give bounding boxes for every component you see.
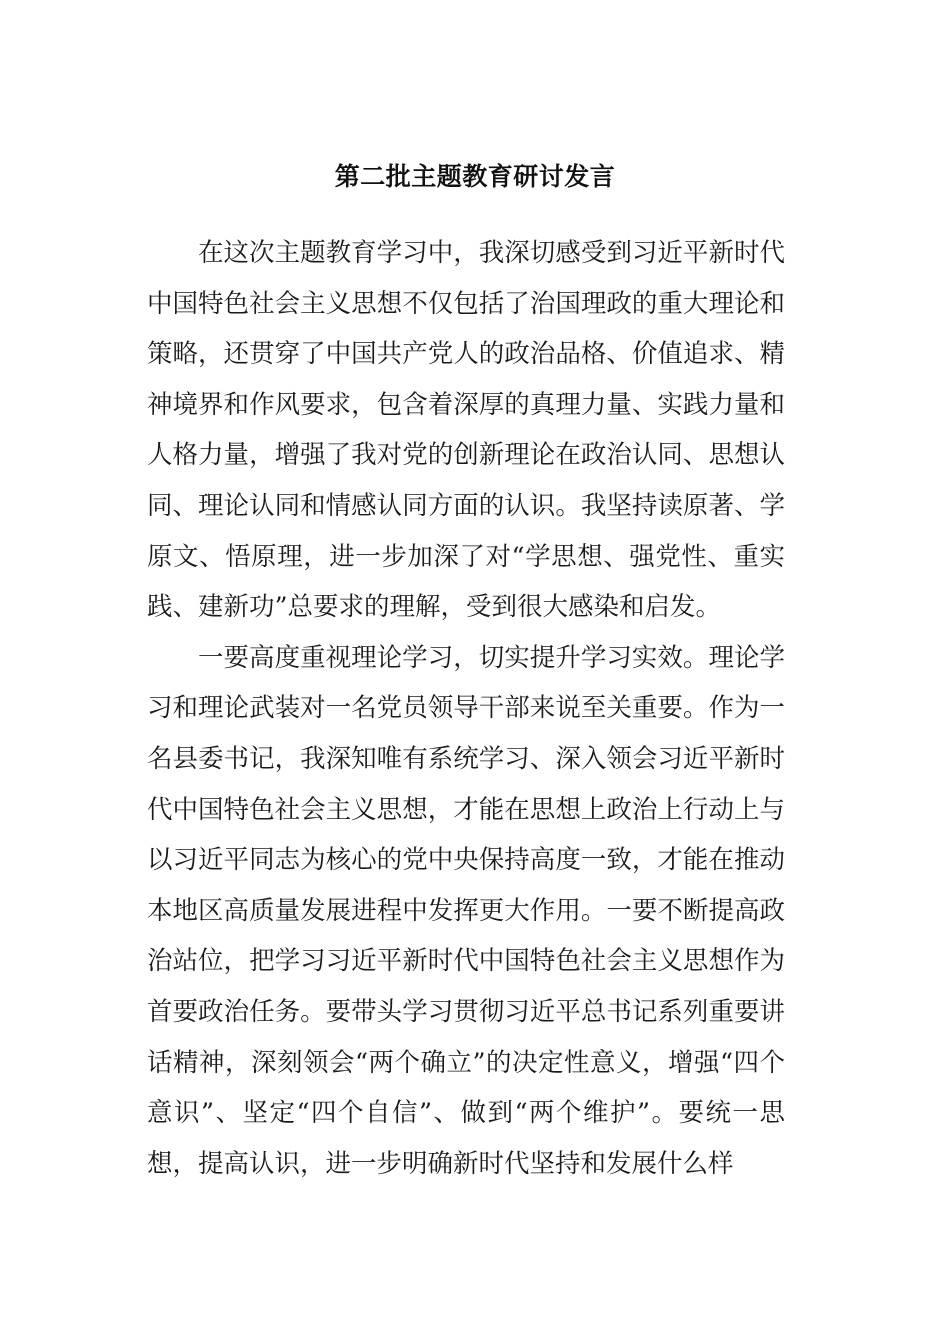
paragraph-1: 在这次主题教育学习中，我深切感受到习近平新时代中国特色社会主义思想不仅包括了治国理政的重大理论和策略，还贯穿了中国共产党人的政治品格、价值追求、精神境界和作风要求，包含着深厚的真理力量、实践力量和人格力量，增强了我对党的创新理论在政治认同、思想认同、理论认同和情感认同方面的认识。我坚持读原著、学原文、悟原理，进一步加深了对“学思想、强党性、重实践、建新功”总要求的理解，受到很大感染和启发。 [147,238,785,623]
document-body [147,228,785,1189]
paragraph-2: 一要高度重视理论学习，切实提升学习实效。理论学习和理论武装对一名党员领导干部来说至关重要。作为一名县委书记，我深知唯有系统学习、深入领会习近平新时代中国特色社会主义思想，才能在思想上政治上行动上与以习近平同志为核心的党中央保持高度一致，才能在推动本地区高质量发展进程中发挥更大作用。一要不断提高政治站位，把学习习近平新时代中国特色社会主义思想作为首要政治任务。要带头学习贯彻习近平总书记系列重要讲话精神，深刻领会“两个确立”的决定性意义，增强“四个意识”、坚定“四个自信”、做到“两个维护”。要统一思想，提高认识，进一步明确新时代坚持和发展什么样 [147,642,785,1179]
document-title: 第二批主题教育研讨发言 [334,162,616,191]
